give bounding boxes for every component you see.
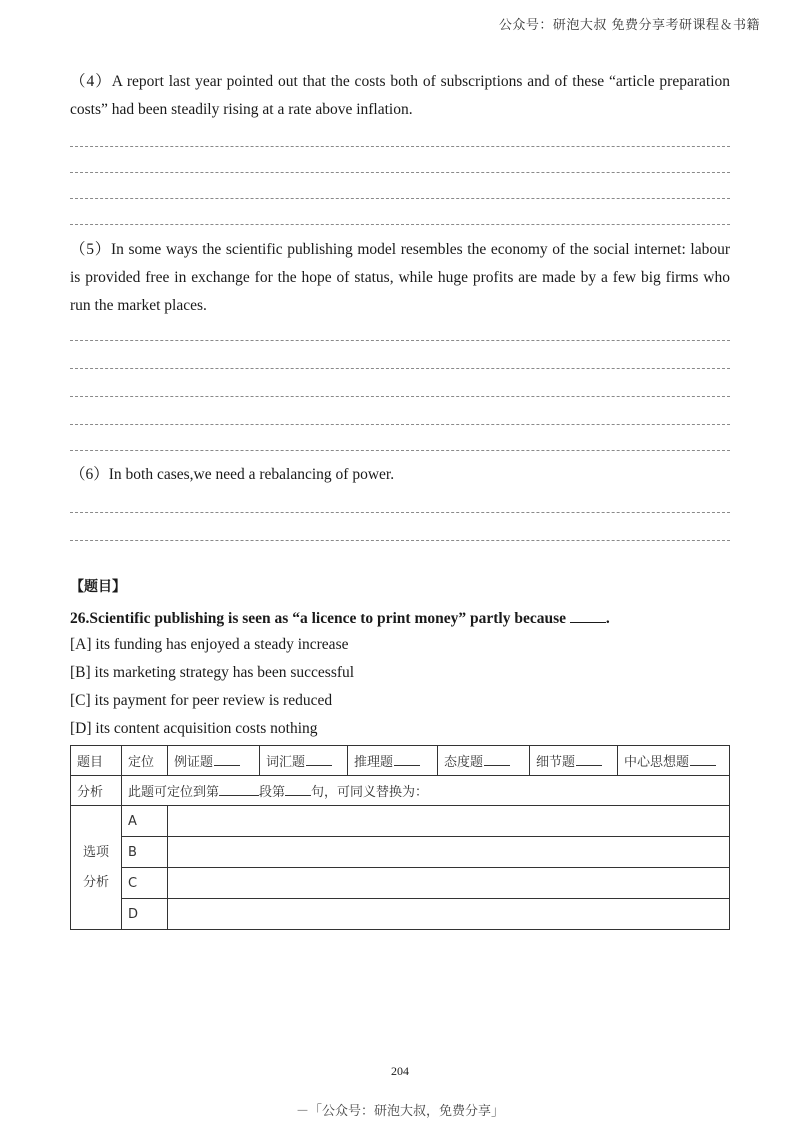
question-end: . [605, 610, 610, 627]
type-blank[interactable] [214, 753, 240, 766]
answer-line[interactable] [70, 368, 730, 369]
answer-line[interactable] [70, 224, 730, 225]
answer-line[interactable] [70, 450, 730, 451]
question-stem [70, 608, 610, 628]
option-analysis-cell[interactable] [168, 837, 730, 868]
option-a: [A] its funding has enjoyed a steady increase [70, 636, 349, 653]
option-b: [B] its marketing strategy has been successful [70, 664, 355, 681]
option-row [71, 899, 730, 930]
row-label-title: 题目 [71, 746, 122, 776]
option-row [71, 868, 730, 899]
option-letter: B [122, 837, 168, 868]
question-text: 26.Scientific publishing is seen as “a licence to print money” partly because [70, 610, 566, 627]
option-c: [C] its payment for peer review is reduced [70, 692, 333, 709]
locate-row [71, 776, 730, 806]
option-letter: A [122, 806, 168, 837]
type-detail[interactable]: 细节题 [530, 746, 618, 776]
paragraph-blank[interactable] [219, 783, 259, 796]
header-watermark: 公众号：研泡大叔 免费分享考研课程＆书籍 [498, 18, 760, 33]
page-number: 204 [391, 1064, 409, 1078]
option-row [71, 806, 730, 837]
locate-sentence[interactable]: 此题可定位到第 段第 句，可同义替换为： [122, 776, 730, 806]
row-label-analysis: 分析 [71, 776, 122, 806]
answer-line[interactable] [70, 424, 730, 425]
answer-line[interactable] [70, 198, 730, 199]
answer-line[interactable] [70, 172, 730, 173]
type-main-idea[interactable]: 中心思想题 [618, 746, 730, 776]
footer-watermark: －「公众号：研泡大叔，免费分享」 [295, 1104, 504, 1119]
locate-label: 定位 [122, 746, 168, 776]
sentence-6: （6）In both cases,we need a rebalancing of power. [70, 466, 395, 483]
answer-line[interactable] [70, 146, 730, 147]
sentence-5: （5）In some ways the scientific publishing model resembles the economy of the social internet: labour is provided free in exchange for the hope of status, while huge profits are made by a few big firms who run the market places. [70, 241, 730, 314]
question-type-row [71, 746, 730, 776]
answer-line[interactable] [70, 512, 730, 513]
type-example[interactable]: 例证题 [168, 746, 260, 776]
option-analysis-cell[interactable] [168, 806, 730, 837]
option-analysis-cell[interactable] [168, 868, 730, 899]
answer-blank[interactable] [570, 608, 606, 623]
answer-line[interactable] [70, 396, 730, 397]
type-vocabulary[interactable]: 词汇题 [260, 746, 348, 776]
answer-line[interactable] [70, 540, 730, 541]
type-blank[interactable] [484, 753, 510, 766]
option-d: [D] its content acquisition costs nothing [70, 720, 318, 737]
answer-line[interactable] [70, 340, 730, 341]
option-row [71, 837, 730, 868]
option-letter: C [122, 868, 168, 899]
type-blank[interactable] [690, 753, 716, 766]
section-title: 【题目】 [70, 579, 126, 595]
analysis-table [70, 745, 730, 930]
sentence-blank[interactable] [285, 783, 311, 796]
type-attitude[interactable]: 态度题 [438, 746, 530, 776]
option-letter: D [122, 899, 168, 930]
option-analysis-cell[interactable] [168, 899, 730, 930]
type-blank[interactable] [306, 753, 332, 766]
type-blank[interactable] [576, 753, 602, 766]
type-inference[interactable]: 推理题 [348, 746, 438, 776]
sentence-4: （4）A report last year pointed out that the costs both of subscriptions and of these “article preparation costs” had been steadily rising at a rate above inflation. [70, 73, 730, 118]
type-blank[interactable] [394, 753, 420, 766]
option-analysis-label: 选项 分析 [71, 806, 122, 930]
